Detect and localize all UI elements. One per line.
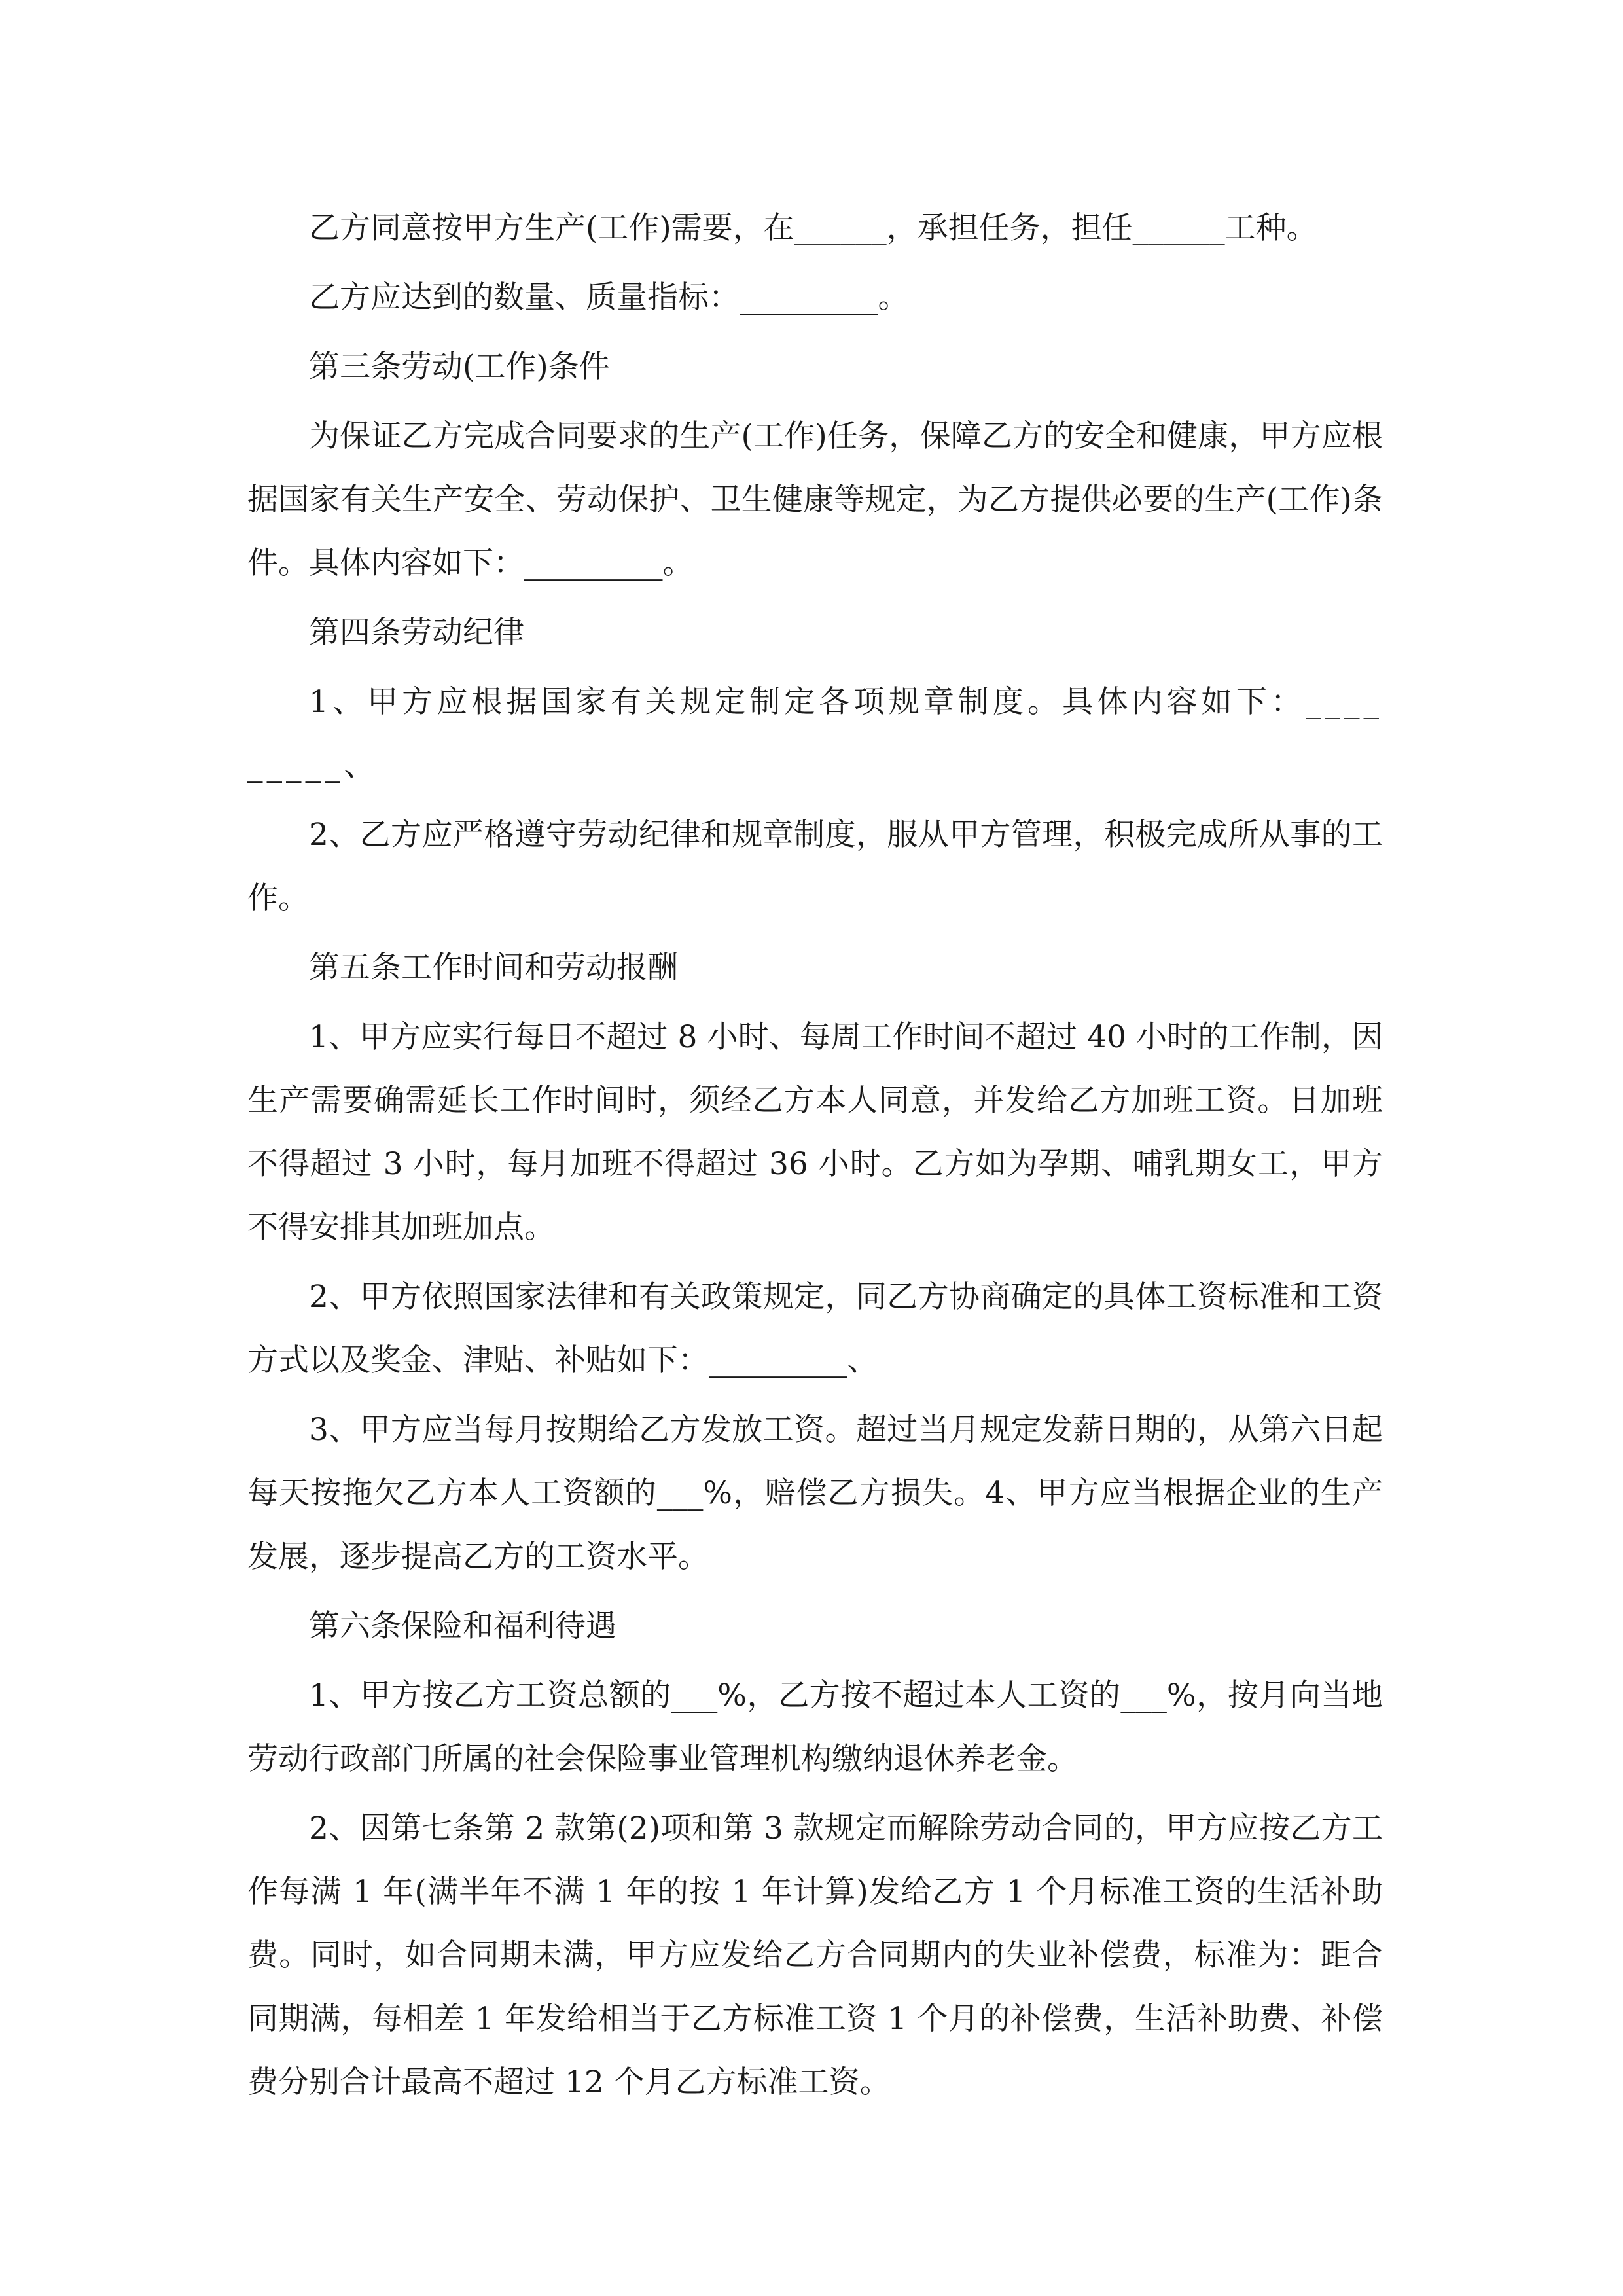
paragraph-work-assignment: 乙方同意按甲方生产(工作)需要，在______，承担任务，担任______工种。 [309, 210, 1317, 246]
heading-article-5: 第五条工作时间和劳动报酬 [309, 950, 678, 986]
paragraph-work-conditions: 为保证乙方完成合同要求的生产(工作)任务，保障乙方的安全和健康，甲方应根据国家有关生产安全、劳动保护、卫生健康等规定，为乙方提供必要的生产(工作)条件。具体内容如下：_________。 [247, 418, 1383, 581]
paragraph-discipline-1: 1、甲方应根据国家有关规定制定各项规章制度。具体内容如下：_________、 [247, 684, 1383, 783]
paragraph-quality-targets: 乙方应达到的数量、质量指标：_________。 [309, 279, 909, 315]
paragraph-working-hours: 1、甲方应实行每日不超过 8 小时、每周工作时间不超过 40 小时的工作制，因生产需要确需延长工作时间时，须经乙方本人同意，并发给乙方加班工资。日加班不得超过 3 小时，每月加班不得超过 36 小时。乙方如为孕期、哺乳期女工，甲方不得安排其加班加点。 [247, 1019, 1383, 1246]
paragraph-discipline-2: 2、乙方应严格遵守劳动纪律和规章制度，服从甲方管理，积极完成所从事的工作。 [247, 817, 1383, 916]
heading-article-3: 第三条劳动(工作)条件 [309, 349, 610, 385]
heading-article-4: 第四条劳动纪律 [309, 615, 524, 651]
document-body [247, 196, 1383, 2114]
paragraph-pension: 1、甲方按乙方工资总额的___%，乙方按不超过本人工资的___%，按月向当地劳动行政部门所属的社会保险事业管理机构缴纳退休养老金。 [247, 1677, 1383, 1777]
paragraph-wage-payment: 3、甲方应当每月按期给乙方发放工资。超过当月规定发薪日期的，从第六日起每天按拖欠乙方本人工资额的___%，赔偿乙方损失。4、甲方应当根据企业的生产发展，逐步提高乙方的工资水平。 [247, 1412, 1383, 1575]
paragraph-subsidy: 2、因第七条第 2 款第(2)项和第 3 款规定而解除劳动合同的，甲方应按乙方工作每满 1 年(满半年不满 1 年的按 1 年计算)发给乙方 1 个月标准工资的生活补助费。同时，如合同期未满，甲方应发给乙方合同期内的失业补偿费，标准为：距合同期满，每相差 1 年发给相当于乙方标准工资 1 个月的补偿费，生活补助费、补偿费分别合计最高不超过 12 个月乙方标准工资。 [247, 1810, 1383, 2100]
paragraph-wage-standard: 2、甲方依照国家法律和有关政策规定，同乙方协商确定的具体工资标准和工资方式以及奖金、津贴、补贴如下：_________、 [247, 1279, 1383, 1378]
heading-article-6: 第六条保险和福利待遇 [309, 1608, 616, 1644]
